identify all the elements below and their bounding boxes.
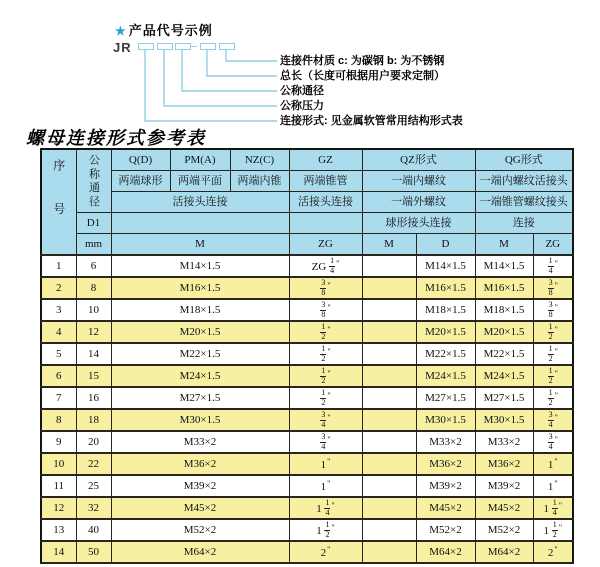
cell-qz_m	[362, 387, 416, 409]
cell-qz_m	[362, 277, 416, 299]
cell-gz: $\frac{3}{4}$ "	[289, 409, 362, 431]
cell-qz_d: M33×2	[416, 431, 475, 453]
cell-gz: $\frac{3}{8}$ "	[289, 299, 362, 321]
cell-qg_zg: $\frac{1}{2}$ "	[533, 321, 573, 343]
cell-qg_zg: $\frac{1}{4}$ "	[533, 255, 573, 277]
cell-gz: $\frac{1}{2}$ "	[289, 321, 362, 343]
cell-qg_m: M33×2	[475, 431, 533, 453]
table-row	[41, 409, 573, 431]
cell-qz_m	[362, 343, 416, 365]
cell-qg_zg: $\frac{3}{8}$ "	[533, 277, 573, 299]
cell-dia: 32	[76, 497, 111, 519]
table-row	[41, 387, 573, 409]
table-row	[41, 541, 573, 563]
cell-qg_m: M16×1.5	[475, 277, 533, 299]
cell-dia: 18	[76, 409, 111, 431]
header-desc-nz: 两端内锥	[230, 171, 289, 192]
cell-qg_zg: $\frac{3}{8}$ "	[533, 299, 573, 321]
header-thread-qg-m: M	[475, 234, 533, 256]
cell-m: M24×1.5	[111, 365, 289, 387]
cell-qg_m: M14×1.5	[475, 255, 533, 277]
cell-gz: 2"	[289, 541, 362, 563]
cell-m: M33×2	[111, 431, 289, 453]
cell-qz_d: M20×1.5	[416, 321, 475, 343]
cell-qg_m: M20×1.5	[475, 321, 533, 343]
cell-dia: 20	[76, 431, 111, 453]
cell-dia: 22	[76, 453, 111, 475]
cell-qz_m	[362, 541, 416, 563]
cell-m: M64×2	[111, 541, 289, 563]
cell-qz_m	[362, 431, 416, 453]
table-row	[41, 255, 573, 277]
cell-qz_d: M36×2	[416, 453, 475, 475]
cell-gz: $\frac{1}{2}$ "	[289, 387, 362, 409]
header-group-qz: QZ形式	[362, 149, 475, 171]
star-icon: ★	[115, 24, 127, 38]
cell-dia: 8	[76, 277, 111, 299]
header-blank-gz	[289, 213, 362, 234]
cell-qz_d: M24×1.5	[416, 365, 475, 387]
header-desc2-qz: 一端外螺纹	[362, 192, 475, 213]
cell-qg_m: M27×1.5	[475, 387, 533, 409]
cell-seq: 13	[41, 519, 76, 541]
cell-qz_m	[362, 409, 416, 431]
cell-m: M52×2	[111, 519, 289, 541]
header-union-qpmnz: 活接头连接	[111, 192, 289, 213]
header-thread-qz-m: M	[362, 234, 416, 256]
header-group-gz: GZ	[289, 149, 362, 171]
header-blank-m	[111, 213, 289, 234]
diagram-label-connection: 连接形式: 见金属软管常用结构形式表	[280, 115, 463, 127]
cell-qg_zg: $\frac{1}{2}$ "	[533, 387, 573, 409]
header-thread-qg-zg: ZG	[533, 234, 573, 256]
cell-gz: $\frac{3}{4}$ "	[289, 431, 362, 453]
cell-m: M18×1.5	[111, 299, 289, 321]
cell-qz_m	[362, 497, 416, 519]
cell-seq: 2	[41, 277, 76, 299]
header-desc-qz: 一端内螺纹	[362, 171, 475, 192]
cell-m: M16×1.5	[111, 277, 289, 299]
table-row	[41, 321, 573, 343]
header-desc2-qg: 一端锥管螺纹接头	[475, 192, 573, 213]
code-prefix: JR	[113, 40, 132, 55]
diagram-label-diameter: 公称通径	[280, 85, 324, 97]
table-title: 螺母连接形式参考表	[26, 128, 206, 148]
cell-qg_m: M45×2	[475, 497, 533, 519]
cell-qz_d: M52×2	[416, 519, 475, 541]
cell-gz: 1"	[289, 475, 362, 497]
cell-seq: 14	[41, 541, 76, 563]
cell-m: M36×2	[111, 453, 289, 475]
header-group-pm: PM(A)	[170, 149, 230, 171]
cell-qz_d: M16×1.5	[416, 277, 475, 299]
cell-qg_zg: $\frac{3}{4}$ "	[533, 431, 573, 453]
cell-dia: 14	[76, 343, 111, 365]
cell-seq: 6	[41, 365, 76, 387]
table-row	[41, 365, 573, 387]
cell-seq: 4	[41, 321, 76, 343]
header-conn-qz: 球形接头连接	[362, 213, 475, 234]
table-row	[41, 475, 573, 497]
cell-gz: 1"	[289, 453, 362, 475]
cell-dia: 40	[76, 519, 111, 541]
cell-qg_m: M36×2	[475, 453, 533, 475]
header-thread-qz-d: D	[416, 234, 475, 256]
cell-qz_d: M30×1.5	[416, 409, 475, 431]
cell-qz_d: M45×2	[416, 497, 475, 519]
cell-seq: 1	[41, 255, 76, 277]
cell-qz_m	[362, 365, 416, 387]
cell-m: M14×1.5	[111, 255, 289, 277]
cell-gz: $\frac{1}{2}$ "	[289, 343, 362, 365]
cell-m: M45×2	[111, 497, 289, 519]
product-code-heading-text: 产品代号示例	[128, 23, 213, 38]
header-desc-pm: 两端平面	[170, 171, 230, 192]
cell-qg_zg: $\frac{3}{4}$ "	[533, 409, 573, 431]
cell-seq: 9	[41, 431, 76, 453]
header-unit: mm	[76, 234, 111, 256]
cell-seq: 7	[41, 387, 76, 409]
table-header	[41, 149, 573, 255]
cell-qz_d: M18×1.5	[416, 299, 475, 321]
table-row	[41, 343, 573, 365]
table-row	[41, 431, 573, 453]
cell-qg_zg: 1 $\frac{1}{2}$ "	[533, 519, 573, 541]
cell-dia: 10	[76, 299, 111, 321]
header-seq: 序号	[41, 149, 76, 255]
cell-qz_d: M27×1.5	[416, 387, 475, 409]
cell-qg_m: M18×1.5	[475, 299, 533, 321]
cell-seq: 10	[41, 453, 76, 475]
cell-dia: 12	[76, 321, 111, 343]
cell-seq: 5	[41, 343, 76, 365]
cell-seq: 3	[41, 299, 76, 321]
cell-qz_d: M39×2	[416, 475, 475, 497]
cell-m: M20×1.5	[111, 321, 289, 343]
cell-qz_m	[362, 299, 416, 321]
header-d1: D1	[76, 213, 111, 234]
header-thread-m: M	[111, 234, 289, 256]
cell-qg_zg: 1 $\frac{1}{4}$ "	[533, 497, 573, 519]
cell-dia: 15	[76, 365, 111, 387]
cell-gz: $\frac{3}{8}$ "	[289, 277, 362, 299]
cell-qg_m: M64×2	[475, 541, 533, 563]
header-group-q: Q(D)	[111, 149, 170, 171]
cell-qg_zg: 1"	[533, 453, 573, 475]
cell-m: M30×1.5	[111, 409, 289, 431]
cell-qz_m	[362, 255, 416, 277]
table-row	[41, 299, 573, 321]
cell-qg_zg: $\frac{1}{2}$ "	[533, 343, 573, 365]
reference-table	[40, 148, 574, 564]
header-conn-qg: 连接	[475, 213, 573, 234]
table-body	[41, 255, 573, 563]
cell-qz_m	[362, 519, 416, 541]
cell-qg_m: M22×1.5	[475, 343, 533, 365]
table-row	[41, 277, 573, 299]
cell-m: M22×1.5	[111, 343, 289, 365]
cell-qg_m: M39×2	[475, 475, 533, 497]
cell-qg_m: M24×1.5	[475, 365, 533, 387]
cell-qz_d: M64×2	[416, 541, 475, 563]
header-desc-qg: 一端内螺纹活接头	[475, 171, 573, 192]
diagram-label-pressure: 公称压力	[280, 100, 324, 112]
cell-gz: $\frac{1}{2}$ "	[289, 365, 362, 387]
header-desc-gz: 两端锥管	[289, 171, 362, 192]
cell-gz: 1 $\frac{1}{2}$ "	[289, 519, 362, 541]
cell-qg_zg: 2"	[533, 541, 573, 563]
cell-qz_d: M14×1.5	[416, 255, 475, 277]
table-row	[41, 497, 573, 519]
cell-qz_d: M22×1.5	[416, 343, 475, 365]
cell-dia: 25	[76, 475, 111, 497]
header-dia: 公称通径	[76, 149, 111, 213]
header-desc-q: 两端球形	[111, 171, 170, 192]
cell-dia: 50	[76, 541, 111, 563]
cell-gz: ZG $\frac{1}{4}$ "	[289, 255, 362, 277]
header-union-gz: 活接头连接	[289, 192, 362, 213]
cell-seq: 11	[41, 475, 76, 497]
cell-seq: 8	[41, 409, 76, 431]
cell-qz_m	[362, 475, 416, 497]
cell-qg_m: M30×1.5	[475, 409, 533, 431]
cell-gz: 1 $\frac{1}{4}$ "	[289, 497, 362, 519]
table-row	[41, 519, 573, 541]
cell-qg_m: M52×2	[475, 519, 533, 541]
header-group-nz: NZ(C)	[230, 149, 289, 171]
cell-qg_zg: 1"	[533, 475, 573, 497]
header-thread-zg: ZG	[289, 234, 362, 256]
header-group-qg: QG形式	[475, 149, 573, 171]
cell-qg_zg: $\frac{1}{2}$ "	[533, 365, 573, 387]
cell-m: M27×1.5	[111, 387, 289, 409]
cell-qz_m	[362, 453, 416, 475]
diagram-label-material: 连接件材质 c: 为碳钢 b: 为不锈钢	[280, 55, 445, 67]
cell-dia: 16	[76, 387, 111, 409]
table-row	[41, 453, 573, 475]
cell-seq: 12	[41, 497, 76, 519]
cell-dia: 6	[76, 255, 111, 277]
cell-qz_m	[362, 321, 416, 343]
cell-m: M39×2	[111, 475, 289, 497]
diagram-label-length: 总长（长度可根据用户要求定制）	[280, 70, 445, 82]
